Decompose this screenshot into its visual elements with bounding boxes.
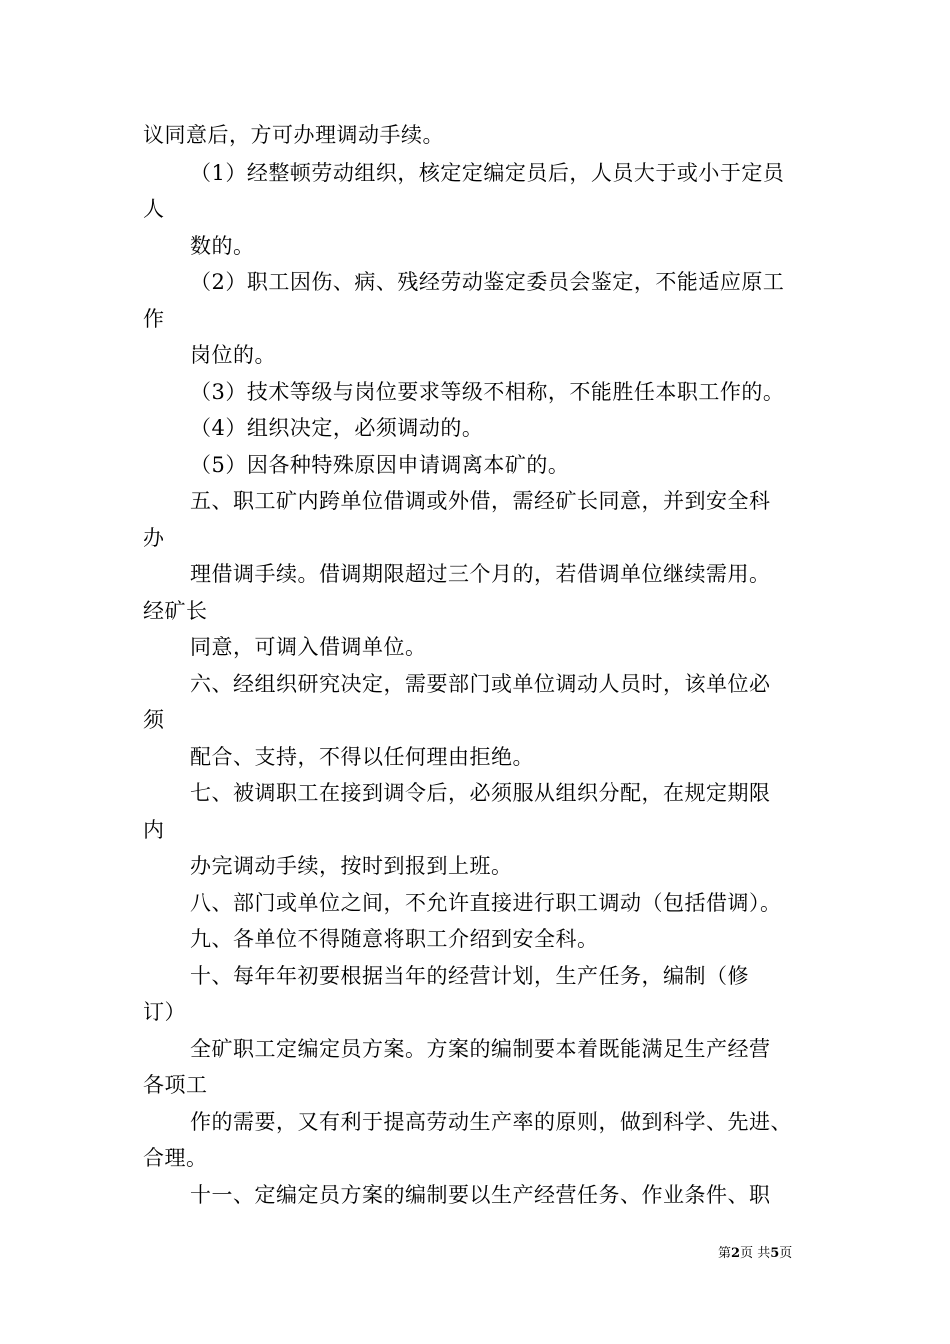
page-footer — [718, 1246, 792, 1262]
text-line: 十、每年年初要根据当年的经营计划，生产任务，编制（修 — [190, 964, 749, 988]
text-line: 七、被调职工在接到调令后，必须服从组织分配，在规定期限 — [190, 781, 771, 805]
text-line: （3）技术等级与岗位要求等级不相称，不能胜任本职工作的。 — [190, 380, 785, 404]
text-line: 议同意后，方可办理调动手续。 — [143, 123, 444, 147]
text-line: （5）因各种特殊原因申请调离本矿的。 — [190, 453, 570, 477]
text-line: （1）经整顿劳动组织，核定定编定员后，人员大于或小于定员 — [190, 161, 785, 185]
footer-middle: 页 共 — [740, 1246, 771, 1261]
text-line: 作 — [143, 307, 165, 331]
text-line: 全矿职工定编定员方案。方案的编制要本着既能满足生产经营 — [190, 1037, 771, 1061]
text-line: 五、职工矿内跨单位借调或外借，需经矿长同意，并到安全科 — [190, 489, 771, 513]
footer-suffix: 页 — [779, 1246, 793, 1261]
text-line: 各项工 — [143, 1073, 208, 1097]
text-line: 人 — [143, 197, 165, 221]
text-line: 同意，可调入借调单位。 — [190, 635, 427, 659]
current-page-number: 2 — [731, 1246, 741, 1261]
text-line: （4）组织决定，必须调动的。 — [190, 416, 484, 440]
text-line: 须 — [143, 708, 165, 732]
total-page-number: 5 — [770, 1246, 780, 1261]
text-line: 九、各单位不得随意将职工介绍到安全科。 — [190, 927, 599, 951]
text-line: 岗位的。 — [190, 343, 276, 367]
text-line: 作的需要，又有利于提高劳动生产率的原则，做到科学、先进、 — [190, 1110, 792, 1134]
text-line: （2）职工因伤、病、残经劳动鉴定委员会鉴定，不能适应原工 — [190, 270, 785, 294]
text-line: 合理。 — [143, 1146, 208, 1170]
text-line: 办 — [143, 526, 165, 550]
footer-prefix: 第 — [718, 1246, 732, 1261]
text-line: 配合、支持，不得以任何理由拒绝。 — [190, 745, 534, 769]
text-line: 理借调手续。借调期限超过三个月的，若借调单位继续需用。 — [190, 562, 771, 586]
text-line: 内 — [143, 818, 165, 842]
text-line: 数的。 — [190, 234, 255, 258]
text-line: 办完调动手续，按时到报到上班。 — [190, 854, 513, 878]
text-line: 八、部门或单位之间，不允许直接进行职工调动（包括借调）。 — [190, 891, 782, 915]
text-line: 十一、定编定员方案的编制要以生产经营任务、作业条件、职 — [190, 1183, 771, 1207]
text-line: 经矿长 — [143, 599, 208, 623]
text-line: 订） — [143, 1000, 186, 1024]
text-line: 六、经组织研究决定，需要部门或单位调动人员时，该单位必 — [190, 672, 771, 696]
